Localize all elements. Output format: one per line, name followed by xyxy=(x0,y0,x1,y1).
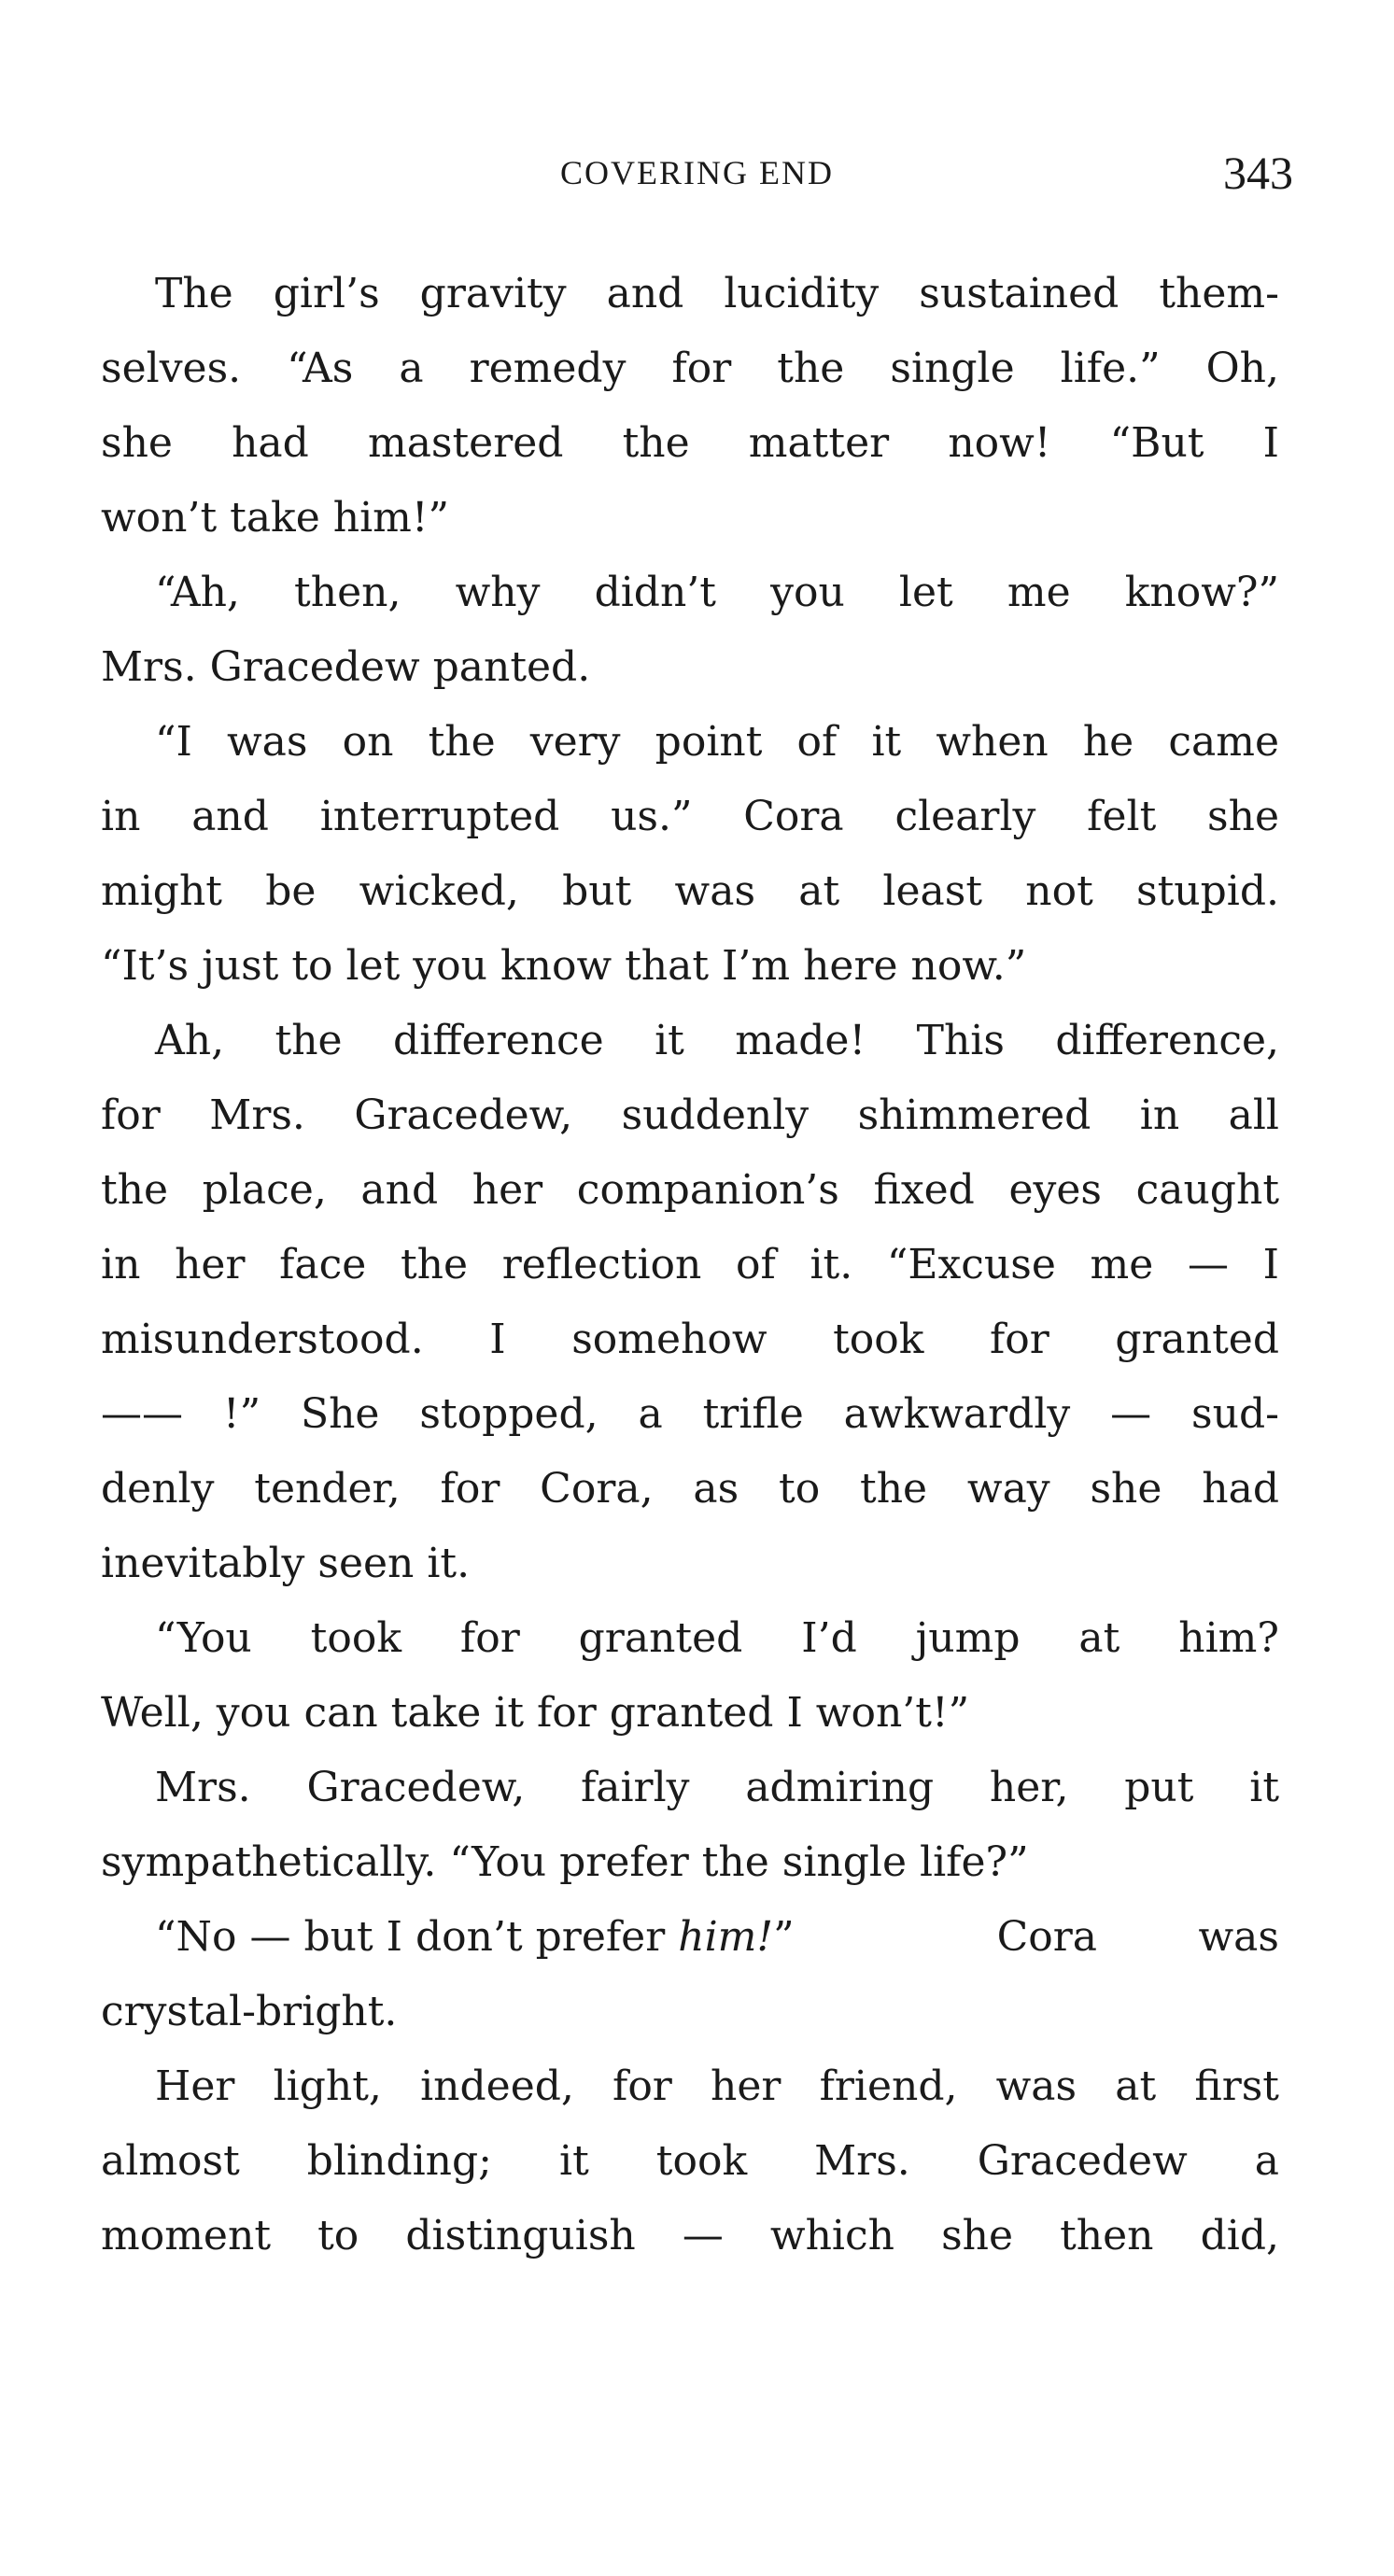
text-line: almost blinding; it took Mrs. Gracedew a xyxy=(101,2137,1279,2185)
text-line: The girl’s gravity and lucidity sustained them- xyxy=(155,270,1279,317)
italic-word: him! xyxy=(678,1913,774,1961)
text-line: Her light, indeed, for her friend, was at first xyxy=(155,2062,1279,2110)
text-line: sympathetically. “You prefer the single life?” xyxy=(101,1838,1029,1886)
text-line: denly tender, for Cora, as to the way she had xyxy=(101,1465,1279,1513)
text-line: selves. “As a remedy for the single life.” Oh, xyxy=(101,345,1279,392)
text-line: crystal-bright. xyxy=(101,1988,398,2035)
text-segment: “No — but I don’t prefer xyxy=(155,1913,679,1961)
text-line: the place, and her companion’s fixed eyes caught xyxy=(101,1166,1279,1214)
text-line: won’t take him!” xyxy=(101,494,450,542)
running-head xyxy=(101,140,1293,205)
text-segment: ” Cora was xyxy=(773,1913,1279,1961)
text-line: Ah, the difference it made! This difference, xyxy=(155,1017,1279,1064)
text-line: for Mrs. Gracedew, suddenly shimmered in all xyxy=(101,1091,1279,1139)
text-line: “It’s just to let you know that I’m here now.” xyxy=(101,942,1027,990)
text-line: in her face the reflection of it. “Excuse me — I xyxy=(101,1241,1279,1288)
text-line: might be wicked, but was at least not stupid. xyxy=(101,867,1279,915)
page-number: 343 xyxy=(1223,147,1293,199)
text-line: “You took for granted I’d jump at him? xyxy=(155,1614,1279,1662)
text-line: Well, you can take it for granted I won’t!” xyxy=(101,1689,970,1737)
text-line: “I was on the very point of it when he came xyxy=(155,718,1279,766)
text-line: Mrs. Gracedew, fairly admiring her, put it xyxy=(155,1764,1279,1811)
text-line: inevitably seen it. xyxy=(101,1540,471,1587)
body-text xyxy=(101,257,1279,2273)
text-line: moment to distinguish — which she then did, xyxy=(101,2212,1279,2259)
text-line: Mrs. Gracedew panted. xyxy=(101,643,591,691)
text-line: —— !” She stopped, a trifle awkwardly — sud- xyxy=(101,1390,1279,1438)
text-line-with-italic xyxy=(101,1900,1279,1975)
running-title: COVERING END xyxy=(560,154,834,191)
text-line: misunderstood. I somehow took for granted xyxy=(101,1316,1279,1363)
text-line: “Ah, then, why didn’t you let me know?” xyxy=(155,569,1279,616)
text-line: she had mastered the matter now! “But I xyxy=(101,419,1279,467)
text-line: in and interrupted us.” Cora clearly felt she xyxy=(101,793,1279,840)
